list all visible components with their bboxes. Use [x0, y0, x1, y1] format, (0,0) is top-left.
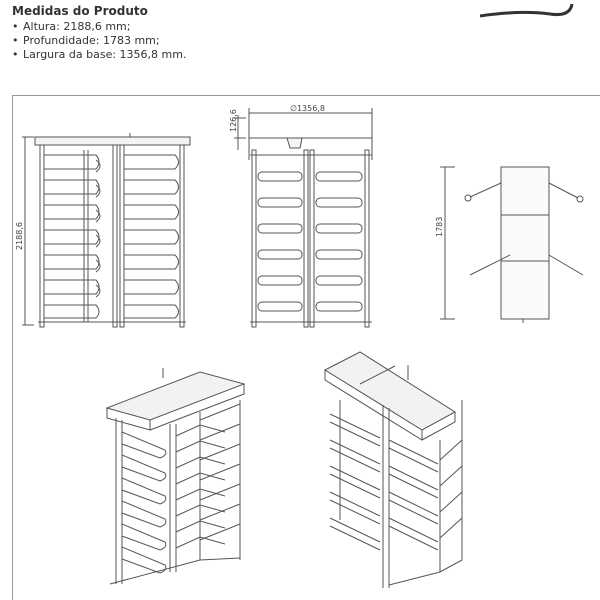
isometric-view-left [107, 368, 244, 584]
side-width-label: ∅1356,8 [290, 104, 325, 113]
section-title: Medidas do Produto [12, 4, 148, 18]
plan-depth-label: 1783 [435, 216, 444, 237]
front-view [22, 133, 190, 327]
plan-view [440, 167, 583, 323]
spec-depth: • Profundidade: 1783 mm; [12, 34, 160, 47]
isometric-view-right [325, 352, 462, 588]
spec-height: • Altura: 2188,6 mm; [12, 20, 131, 33]
side-view [234, 108, 372, 327]
spec-base-width: • Largura da base: 1356,8 mm. [12, 48, 187, 61]
side-offset-label: 126,6 [229, 109, 238, 132]
front-height-label: 2188,6 [15, 222, 24, 250]
